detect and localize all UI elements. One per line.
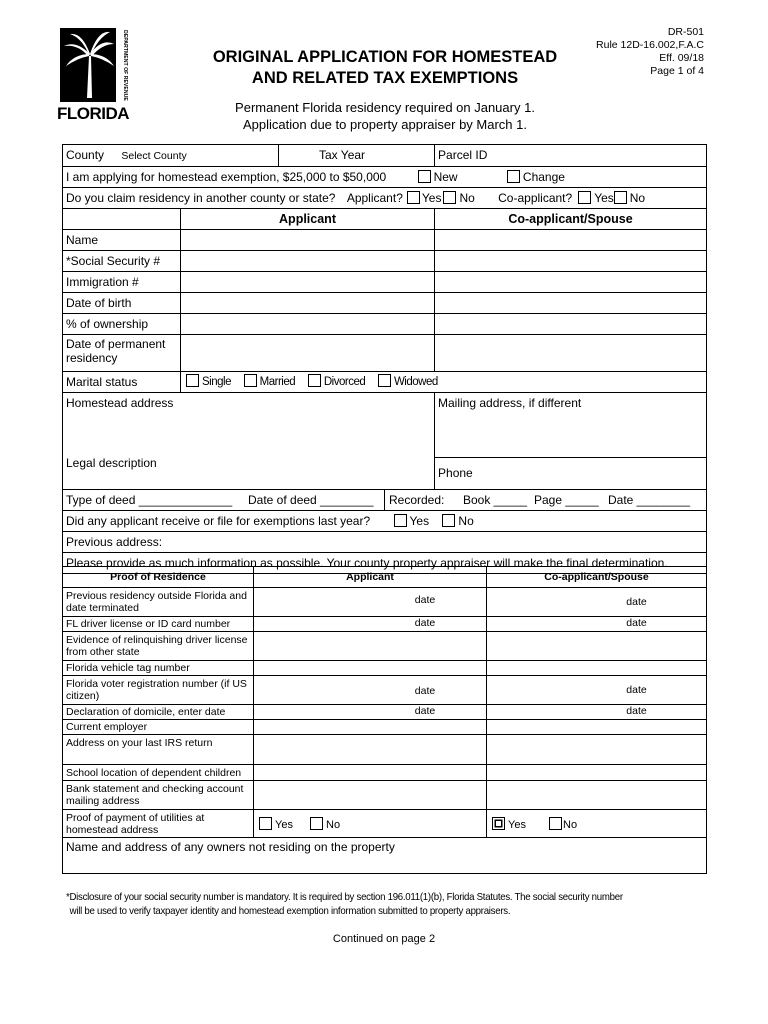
- coapplicant-ownership-field[interactable]: [435, 314, 707, 335]
- new-checkbox[interactable]: [418, 170, 431, 183]
- coapplicant-perm-res-field[interactable]: [435, 335, 707, 372]
- coapplicant-utilities-yes-checkbox[interactable]: [492, 817, 505, 830]
- proof-item: Address on your last IRS return: [63, 735, 254, 765]
- proof-of-residence-table: [62, 566, 707, 874]
- florida-wordmark: FLORIDA: [57, 104, 130, 123]
- coapplicant-relinquish-field[interactable]: [487, 632, 707, 661]
- coapplicant-yes-checkbox[interactable]: [578, 191, 591, 204]
- applicant-irs-address-field[interactable]: [254, 735, 487, 765]
- prior-yes-checkbox[interactable]: [394, 514, 407, 527]
- applicant-school-field[interactable]: [254, 765, 487, 781]
- coapplicant-voter-field[interactable]: date: [487, 676, 707, 705]
- proof-item: Previous residency outside Florida and date terminated: [63, 588, 254, 617]
- residency-row: Do you claim residency in another county or state? Applicant? Yes No Co-applicant? Yes No: [63, 188, 707, 209]
- applicant-vehicle-tag-field[interactable]: [254, 661, 487, 676]
- ownership-label: % of ownership: [63, 314, 181, 335]
- form-rule-info: DR-501 Rule 12D-16.002,F.A.C Eff. 09/18 Page 1 of 4: [596, 26, 704, 77]
- coapplicant-name-field[interactable]: [435, 230, 707, 251]
- coapplicant-vehicle-tag-field[interactable]: [487, 661, 707, 676]
- applicant-dob-field[interactable]: [181, 293, 435, 314]
- proof-item: Current employer: [63, 720, 254, 735]
- proof-coapplicant-header: Co-applicant/Spouse: [487, 567, 707, 588]
- proof-item: Declaration of domicile, enter date: [63, 705, 254, 720]
- prior-exemption-row: Did any applicant receive or file for exemptions last year? Yes No: [63, 511, 707, 532]
- coapplicant-bank-field[interactable]: [487, 781, 707, 810]
- coapplicant-no-checkbox[interactable]: [614, 191, 627, 204]
- widowed-checkbox[interactable]: [378, 374, 391, 387]
- applicant-utilities-yes-checkbox[interactable]: [259, 817, 272, 830]
- applicant-table: [62, 144, 707, 574]
- coapplicant-employer-field[interactable]: [487, 720, 707, 735]
- change-checkbox[interactable]: [507, 170, 520, 183]
- phone-field[interactable]: Phone: [435, 458, 707, 490]
- legal-description-label: Legal description: [66, 456, 157, 470]
- coapplicant-utilities-no-checkbox[interactable]: [549, 817, 562, 830]
- proof-item: Florida voter registration number (if US citizen): [63, 676, 254, 705]
- coapplicant-ssn-field[interactable]: [435, 251, 707, 272]
- info-note: Please provide as much information as possible. Your county property appraiser will make the final determination.: [63, 553, 707, 574]
- continued-note: Continued on page 2: [332, 933, 436, 945]
- proof-applicant-header: Applicant: [254, 567, 487, 588]
- applicant-ownership-field[interactable]: [181, 314, 435, 335]
- applicant-column-header: Applicant: [181, 209, 435, 230]
- proof-item: Bank statement and checking account mailing address: [63, 781, 254, 810]
- dept-text: DEPARTMENT OF REVENUE: [122, 30, 128, 101]
- divorced-checkbox[interactable]: [308, 374, 321, 387]
- coapplicant-school-field[interactable]: [487, 765, 707, 781]
- coapplicant-dob-field[interactable]: [435, 293, 707, 314]
- immigration-label: Immigration #: [63, 272, 181, 293]
- tax-year-field[interactable]: Tax Year: [279, 145, 435, 167]
- form-title: ORIGINAL APPLICATION FOR HOMESTEAD AND RELATED TAX EXEMPTIONS: [212, 48, 558, 87]
- proof-item: School location of dependent children: [63, 765, 254, 781]
- applicant-immigration-field[interactable]: [181, 272, 435, 293]
- mailing-address-field[interactable]: Mailing address, if different: [435, 393, 707, 458]
- married-checkbox[interactable]: [244, 374, 257, 387]
- applicant-domicile-field[interactable]: date: [254, 705, 487, 720]
- parcel-id-field[interactable]: Parcel ID: [435, 145, 707, 167]
- county-cell: County Select County: [63, 145, 279, 167]
- proof-item: Florida vehicle tag number: [63, 661, 254, 676]
- form-subtitle: Permanent Florida residency required on January 1. Application due to property appraiser by March 1.: [235, 100, 535, 132]
- marital-label: Marital status: [63, 372, 181, 393]
- single-checkbox[interactable]: [186, 374, 199, 387]
- applicant-yes-checkbox[interactable]: [407, 191, 420, 204]
- coapplicant-immigration-field[interactable]: [435, 272, 707, 293]
- coapplicant-utilities-options: Yes No: [487, 810, 707, 838]
- dob-label: Date of birth: [63, 293, 181, 314]
- proof-item: FL driver license or ID card number: [63, 617, 254, 632]
- applicant-name-field[interactable]: [181, 230, 435, 251]
- marital-options: Single Married Divorced Widowed: [181, 372, 707, 393]
- ssn-disclosure: *Disclosure of your social security number is mandatory. It is required by section 196.011(1)(b), Florida Statutes. The social security number will be used to verify taxpayer identity and homestead exemption information submitted to property appraisers.: [66, 891, 623, 917]
- applicant-fl-license-field[interactable]: date: [254, 617, 487, 632]
- applicant-relinquish-field[interactable]: [254, 632, 487, 661]
- name-label: Name: [63, 230, 181, 251]
- applicant-prev-residency-field[interactable]: date: [254, 588, 487, 617]
- non-resident-owners-field[interactable]: Name and address of any owners not residing on the property: [63, 838, 707, 874]
- proof-item: Proof of payment of utilities at homestead address: [63, 810, 254, 838]
- applicant-perm-res-field[interactable]: [181, 335, 435, 372]
- coapplicant-fl-license-field[interactable]: date: [487, 617, 707, 632]
- applicant-utilities-no-checkbox[interactable]: [310, 817, 323, 830]
- prior-no-checkbox[interactable]: [442, 514, 455, 527]
- applicant-ssn-field[interactable]: [181, 251, 435, 272]
- applying-row: I am applying for homestead exemption, $25,000 to $50,000 New Change: [63, 167, 707, 188]
- applicant-employer-field[interactable]: [254, 720, 487, 735]
- homestead-address-field[interactable]: Homestead address Legal description: [63, 393, 435, 490]
- proof-title: Proof of Residence: [63, 567, 254, 588]
- ssn-label: *Social Security #: [63, 251, 181, 272]
- deed-row: Type of deed ______________ Date of deed ________ Recorded: Book _____ Page _____ Date ________: [63, 490, 707, 511]
- previous-address-field[interactable]: Previous address:: [63, 532, 707, 553]
- applicant-bank-field[interactable]: [254, 781, 487, 810]
- coapplicant-irs-address-field[interactable]: [487, 735, 707, 765]
- applicant-voter-field[interactable]: date: [254, 676, 487, 705]
- perm-res-label: Date of permanent residency: [63, 335, 181, 372]
- proof-item: Evidence of relinquishing driver license from other state: [63, 632, 254, 661]
- coapplicant-domicile-field[interactable]: date: [487, 705, 707, 720]
- county-select[interactable]: Select County: [121, 150, 187, 162]
- coapplicant-prev-residency-field[interactable]: date: [487, 588, 707, 617]
- applicant-utilities-options: Yes No: [254, 810, 487, 838]
- coapplicant-column-header: Co-applicant/Spouse: [435, 209, 707, 230]
- applicant-no-checkbox[interactable]: [443, 191, 456, 204]
